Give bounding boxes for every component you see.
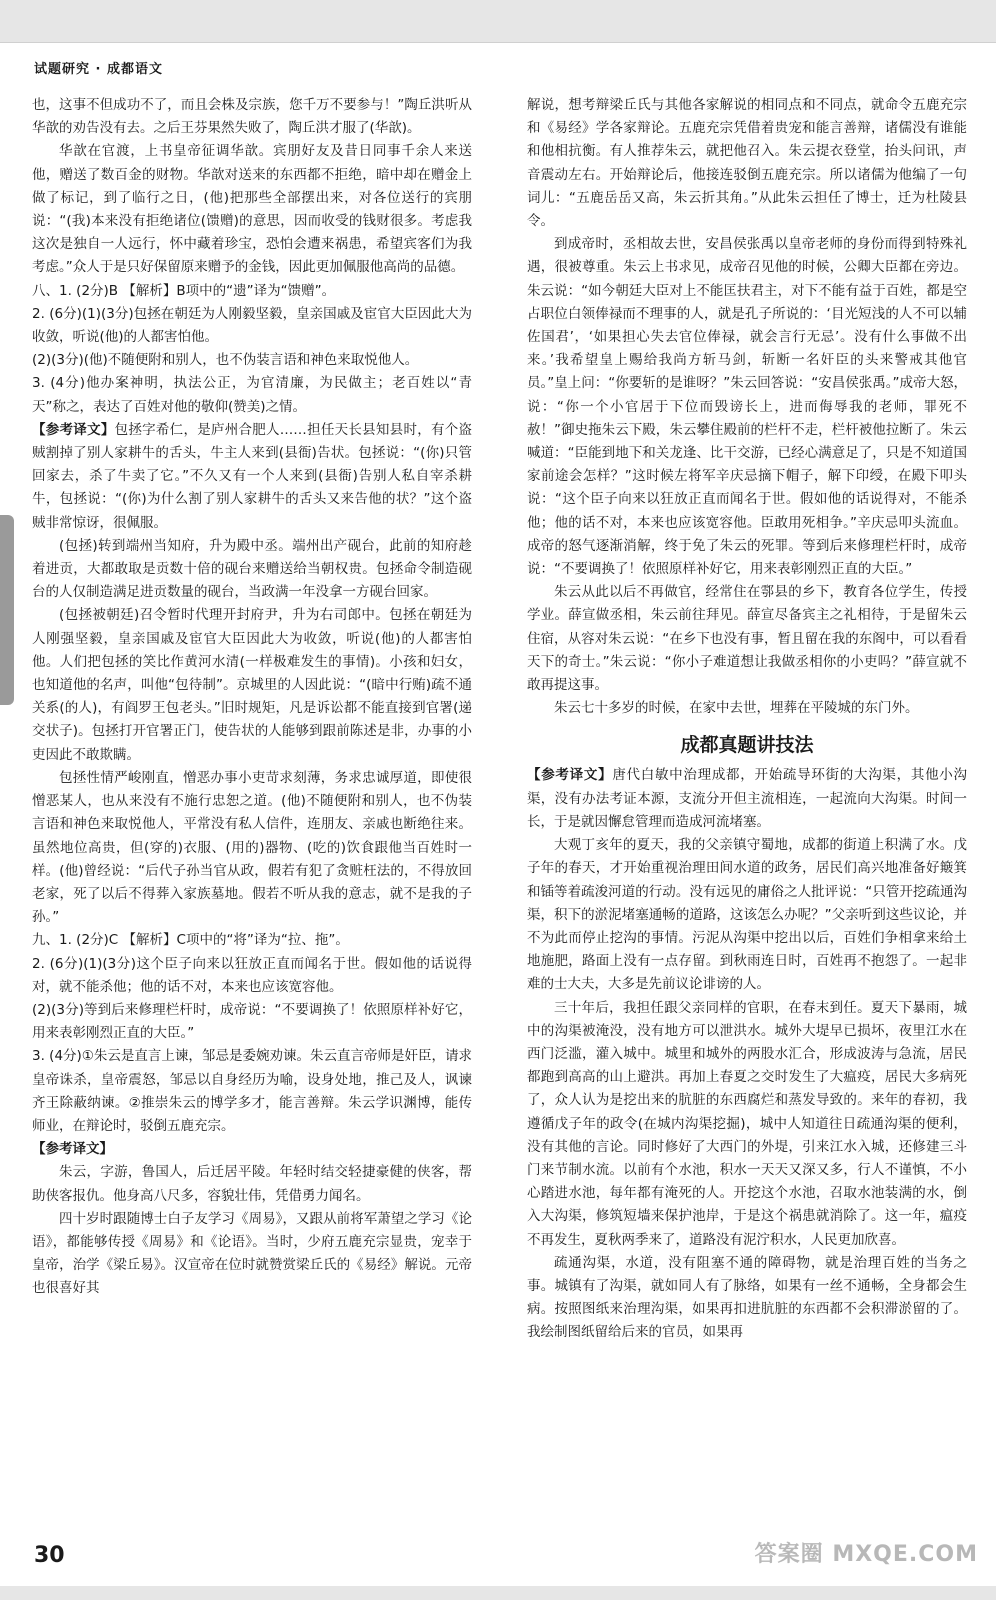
paragraph: (包拯)转到端州当知府，升为殿中丞。端州出产砚台，此前的知府趁着进贡，大都敢取是贡数十倍的砚台来赠送给当朝权贵。包拯命令制造砚台的人仅制造满足进贡数量的砚台，当政满一年没拿一方砚台回家。 [32, 537, 472, 601]
reference-translation-label: 【参考译文】 [32, 421, 115, 438]
answer-9-1: 九、1. (2分)C 【解析】C项中的“将”译为“拉、拖”。 [32, 932, 349, 949]
paragraph: 朱云从此以后不再做官，经常住在鄠县的乡下，教育各位学生，传授学业。薛宣做丞相，朱云前往拜见。薛宣尽备宾主之礼相待，于是留朱云住宿，从容对朱云说：“在乡下也没有事，暂且留在我的东阁中，可以看看天下的奇士。”朱云说：“你小子难道想让我做丞相你的小吏吗？”薛宣就不敢再提这事。 [527, 584, 967, 694]
reference-translation-label: 【参考译文】 [527, 767, 613, 784]
answer-9-2b: (2)(3分)等到后来修理栏杆时，成帝说：“不要调换了！依照原样补好它，用来表彰刚烈正直的大臣。” [32, 1001, 472, 1042]
paragraph: 大观丁亥年的夏天，我的父亲镇守蜀地，成都的街道上积满了水。戊子年的春天，才开始重视治理田间水道的政务，居民们高兴地准备好簸箕和锸等着疏浚河道的行动。没有远见的庸俗之人批评说：“只管开挖疏通沟渠，积下的淤泥堵塞通畅的道路，这该怎么办呢？”父亲听到这些议论，并不为此而停止挖沟的事情。污泥从沟渠中挖出以后，百姓们争相拿来给土地施肥，路面上没有一点存留。到秋雨连日时，百姓再不抱怨了。一起非难的士大夫，大多是先前议论诽谤的人。 [527, 837, 967, 993]
answer-8-1: 八、1. (2分)B 【解析】B项中的“遗”译为“馈赠”。 [32, 282, 336, 299]
paragraph: 包拯字希仁，是庐州合肥人……担任天长县知县时，有个盗贼割掉了别人家耕牛的舌头，牛主人来到(县衙)告状。包拯说：“(你)只管回家去，杀了牛卖了它。”不久又有一个人来到(县衙)告别人私自宰杀耕牛，包拯说：“(你)为什么割了别人家耕牛的舌头又来告他的状？”这个盗贼非常惊讶，很佩服。 [32, 421, 473, 531]
section-title: 成都真题讲技法 [680, 734, 814, 757]
paragraph: 到成帝时，丞相故去世，安昌侯张禹以皇帝老师的身份而得到特殊礼遇，很被尊重。朱云上书求见，成帝召见他的时候，公卿大臣都在旁边。朱云说：“如今朝廷大臣对上不能匡扶君主，对下不能有益于百姓，都是空占职位白领俸禄而不理事的人，就是孔子所说的：‘目光短浅的人不可以辅佐国君’，‘如果担心失去官位俸禄，就会言行无忌’。没有什么事做不出来。’我希望皇上赐给我尚方斩马剑，斩断一名奸臣的头来警戒其他官员。”皇上问：“你要斩的是谁呀？”朱云回答说：“安昌侯张禹。”成帝大怒，说：“你一个小官居于下位而毁谤长上，进而侮辱我的老师，罪死不赦！”御史拖朱云下殿，朱云攀住殿前的栏杆不走，栏杆被他拉断了。朱云喊道：“臣能到地下和关龙逢、比干交游，已经心满意足了，只是不知道国家前途会怎样？”这时候左将军辛庆忌摘下帽子，解下印绶，在殿下叩头说：“这个臣子向来以狂放正直而闻名于世。假如他的话说得对，不能杀他；他的话不对，本来也应该宽容他。臣敢用死相争。”辛庆忌叩头流血。成帝的怒气逐渐消解，终于免了朱云的死罪。等到后来修理栏杆时，成帝说：“不要调换了！依照原样补好它，用来表彰刚烈正直的大臣。” [527, 236, 967, 578]
answer-8-2: 2. (6分)(1)(3分)包拯在朝廷为人刚毅坚毅，皇亲国戚及宦官大臣因此大为收敛，听说(他)的人都害怕他。 [32, 305, 472, 346]
scan-top-strip [0, 0, 996, 43]
page-number: 30 [34, 1543, 65, 1568]
paragraph: 唐代白敏中治理成都，开始疏导环街的大沟渠，其他小沟渠，没有办法考证本源，支流分开但主流相连，一起流向大沟渠。时间一长，于是就因懈怠管理而造成河流堵塞。 [527, 767, 968, 830]
answer-8-2b: (2)(3分)(他)不随便附和别人，也不伪装言语和神色来取悦他人。 [32, 352, 419, 369]
paragraph: 疏通沟渠，水道，没有阻塞不通的障碍物，就是治理百姓的当务之事。城镇有了沟渠，就如同人有了脉络，如果有一丝不通畅，全身都会生病。按照图纸来治理沟渠，如果再扣进肮脏的东西都不会积滞淤留的了。我绘制图纸留给后来的官员，如果再 [527, 1254, 967, 1341]
running-head: 试题研究 · 成都语文 [34, 62, 163, 77]
paragraph: 三十年后，我担任跟父亲同样的官职，在春末到任。夏天下暴雨，城中的沟渠被淹没，没有地方可以泄洪水。城外大堤早已损坏，夜里江水在西门泛滥，灌入城中。城里和城外的两股水汇合，形成波涛与急流，居民都跑到高高的山上避洪。再加上春夏之交时发生了大瘟疫，居民大多病死了，众人认为是挖出来的肮脏的东西腐烂和蒸发导致的。来年的春初，我遵循戊子年的政令(在城内沟渠挖掘)，城中人知道往日疏通沟渠的便利，没有其他的言论。同时修好了大西门的外堤，引来江水入城，还修建三斗门来节制水流。以前有个水池，积水一天天又深又多，行人不谨慎，不小心踏进水池，每年都有淹死的人。开挖这个水池，召取水池装满的水，倒入大沟渠，修筑短墙来保护池岸，于是这个祸患就消除了。这一年，瘟疫不再发生，夏秋两季来了，道路没有泥泞积水，人民更加欣喜。 [527, 999, 967, 1248]
paragraph: 朱云，字游，鲁国人，后迁居平陵。年轻时结交轻捷豪健的侠客，帮助侠客报仇。他身高八尺多，容貌壮伟，凭借勇力闻名。 [32, 1164, 472, 1204]
watermark-logo: 答案圈 MXQE.COM [754, 1542, 978, 1567]
paragraph: 朱云七十多岁的时候，在家中去世，埋葬在平陵城的东门外。 [554, 700, 919, 717]
paragraph: 也，这事不但成功不了，而且会株及宗族，您千万不要参与！”陶丘洪听从华歆的劝告没有去。之后王芬果然失败了，陶丘洪才服了(华歆)。 [32, 97, 472, 137]
scan-bottom-strip [0, 1586, 996, 1600]
answer-9-2: 2. (6分)(1)(3分)这个臣子向来以狂放正直而闻名于世。假如他的话说得对，就不能杀他；他的话不对，本来也应该宽容他。 [32, 955, 472, 995]
paragraph: 解说，想考辩梁丘氏与其他各家解说的相同点和不同点，就命令五鹿充宗和《易经》学各家辩论。五鹿充宗凭借着贵宠和能言善辩，诸儒没有谁能和他相抗衡。有人推荐朱云，就把他召入。朱云提衣登堂，抬头问讯，声音震动左右。开始辩论后，他接连驳倒五鹿充宗。所以诸儒为他编了一句词儿：“五鹿岳岳又高，朱云折其角。”从此朱云担任了博士，迁为杜陵县令。 [527, 97, 967, 230]
answer-9-3: 3. (4分)①朱云是直言上谏，邹忌是委婉劝谏。朱云直言帝师是奸臣，请求皇帝诛杀，皇帝震怒，邹忌以自身经历为喻，设身处地，推己及人，讽谏齐王除蔽纳谏。②推崇朱云的博学多才，能言善辩。朱云学识渊博，能传师业，在辩论时，驳倒五鹿充宗。 [32, 1048, 472, 1134]
reference-translation-label: 【参考译文】 [32, 1141, 113, 1158]
right-column [527, 94, 967, 1345]
side-tab-marker [0, 515, 14, 705]
left-column [32, 94, 472, 1301]
answer-8-3: 3. (4分)他办案神明，执法公正，为官清廉，为民做主；老百姓以“青天”称之，表达了百姓对他的敬仰(赞美)之情。 [32, 375, 472, 415]
paragraph: 华歆在官渡，上书皇帝征调华歆。宾朋好友及昔日同事千余人来送他，赠送了数百金的财物。华歆对送来的东西都不拒绝，暗中却在赠金上做了标记，到了临行之日，(他)把那些全部摆出来，对各位送行的宾朋说：“(我)本来没有拒绝诸位(馈赠)的意思，因而收受的钱财很多。考虑我这次是独自一人远行，怀中藏着珍宝，恐怕会遭来祸患，希望宾客们为我考虑。”众人于是只好保留原来赠予的金钱，因此更加佩服他高尚的品德。 [32, 143, 472, 276]
paragraph: 四十岁时跟随博士白子友学习《周易》，又跟从前将军萧望之学习《论语》，都能够传授《周易》和《论语》。当时，少府五鹿充宗显贵，宠幸于皇帝，治学《梁丘易》。汉宣帝在位时就赞赏梁丘氏的《易经》解说。元帝也很喜好其 [32, 1210, 472, 1297]
paragraph: (包拯被朝廷)召令暂时代理开封府尹，升为右司郎中。包拯在朝廷为人刚强坚毅，皇亲国戚及宦官大臣因此大为收敛，听说(他)的人都害怕他。人们把包拯的笑比作黄河水清(一样极难发生的事情)。小孩和妇女，也知道他的名声，叫他“包待制”。京城里的人因此说：“(暗中行贿)疏不通关系(的人)，有阎罗王包老头。”旧时规矩，凡是诉讼都不能直接到官署(递交状子)。包拯打开官署正门，使告状的人能够到跟前陈述是非，办事的小吏因此不敢欺瞒。 [32, 607, 472, 763]
paragraph: 包拯性情严峻刚直，憎恶办事小吏苛求刻薄，务求忠诚厚道，即使很憎恶某人，也从来没有不施行忠恕之道。(他)不随便附和别人，也不伪装言语和神色来取悦他人，平常没有私人信件，连朋友、亲戚也断绝往来。虽然地位高贵，但(穿的)衣服、(用的)器物、(吃的)饮食跟他当百姓时一样。(他)曾经说：“后代子孙当官从政，假若有犯了贪赃枉法的，不得放回老家，死了以后不得葬入家族墓地。假若不听从我的意志，就不是我的子孙。” [32, 769, 472, 926]
